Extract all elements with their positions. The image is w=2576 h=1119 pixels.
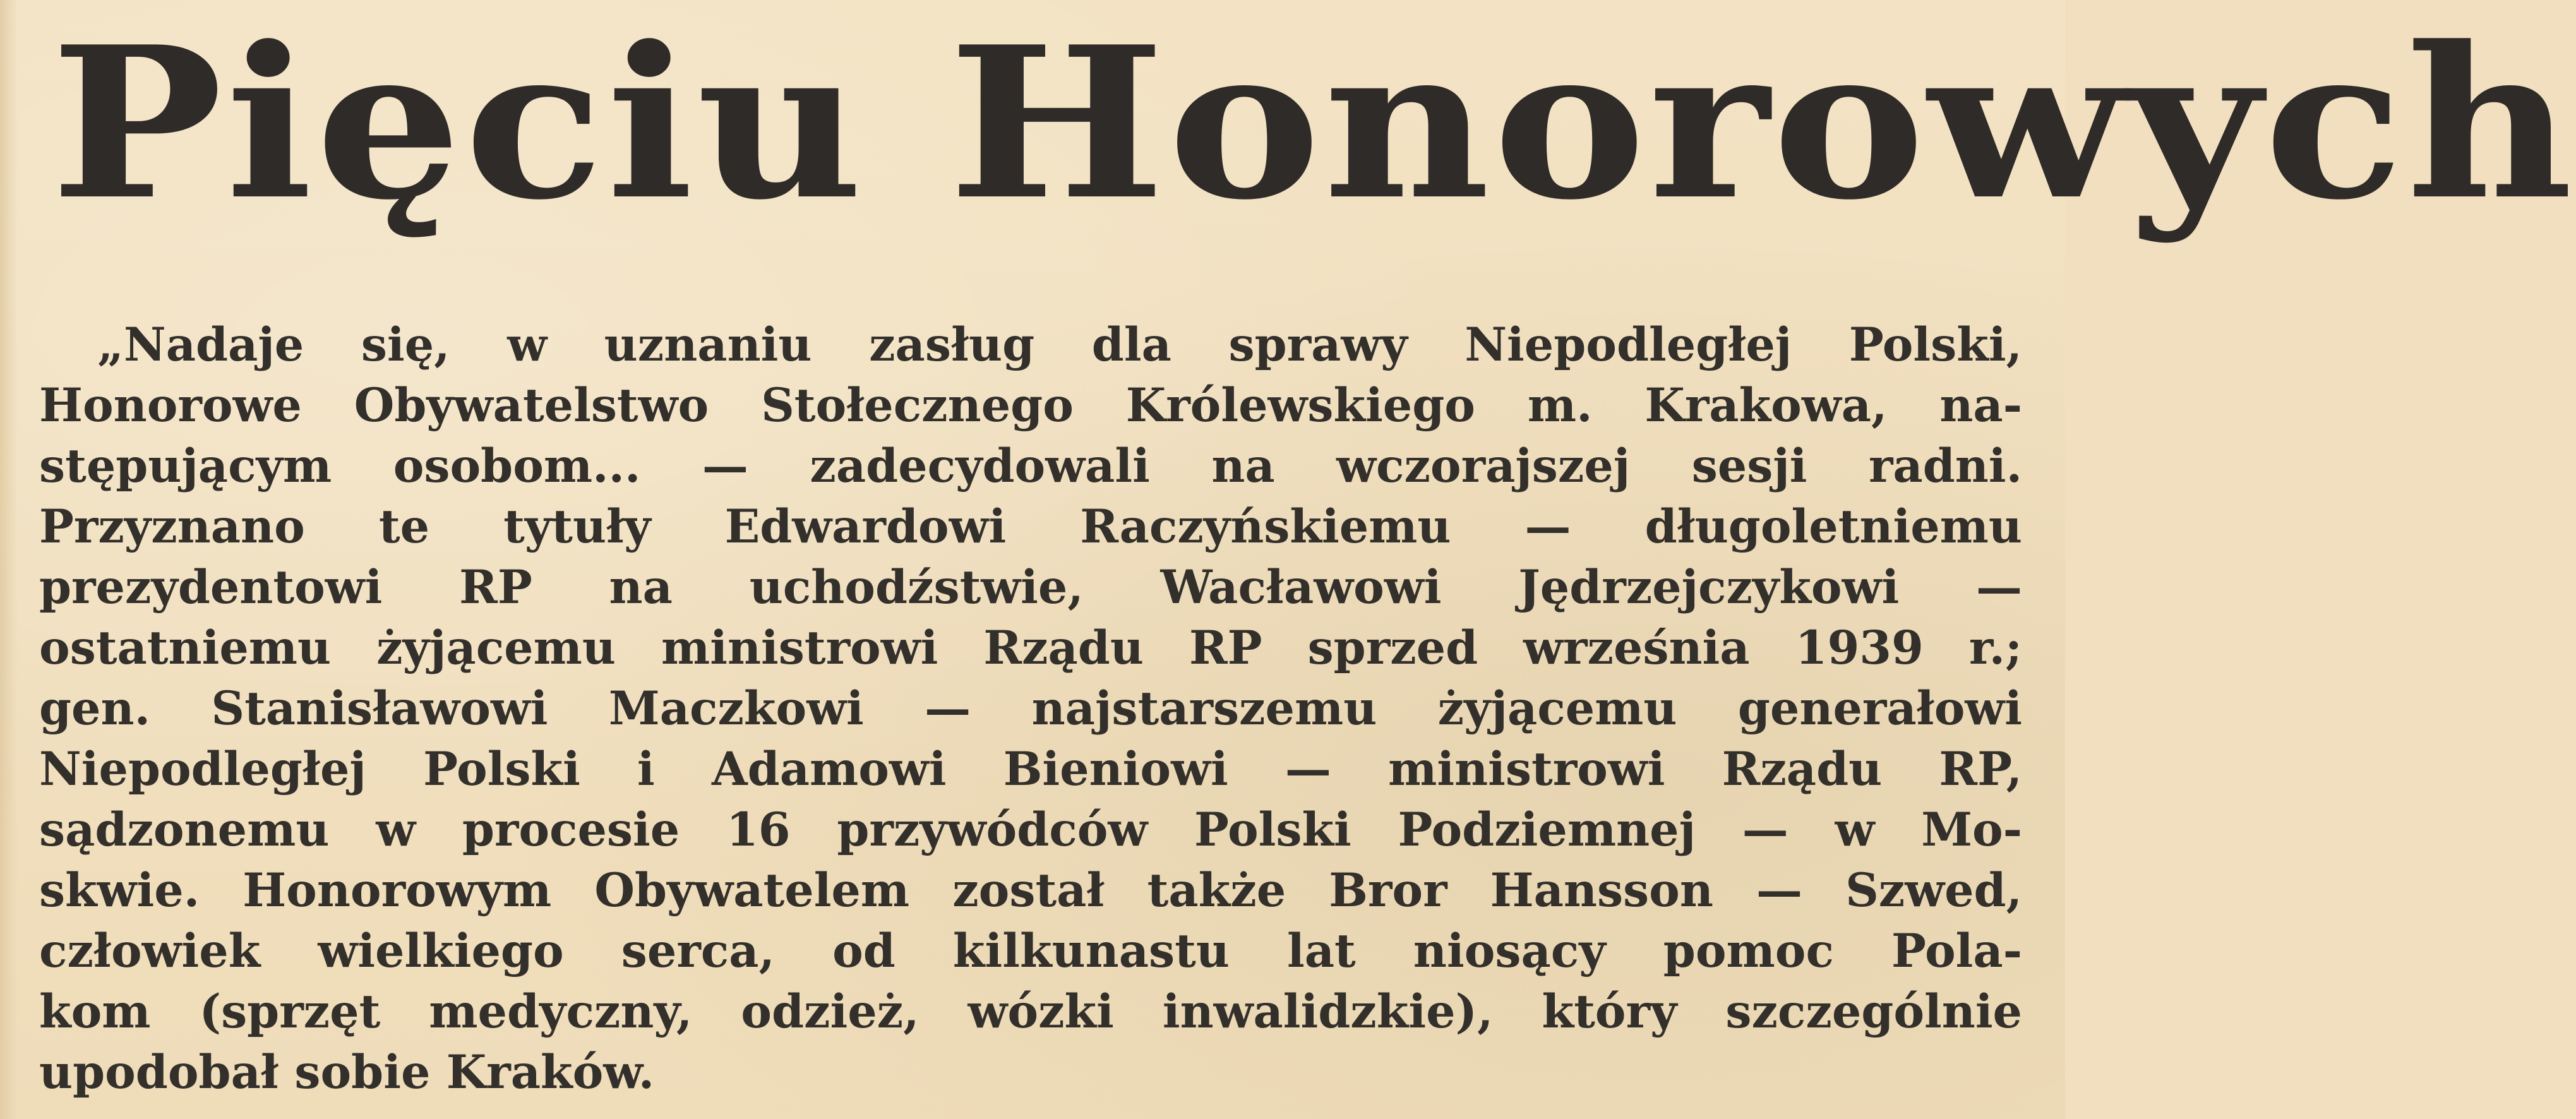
- article-line-13: upodobał sobie Kraków.: [39, 1045, 655, 1099]
- article-line-12: kom (sprzęt medyczny, odzież, wózki inwalidzkie), który szczególnie: [39, 984, 2022, 1039]
- article-line-8: Niepodległej Polski i Adamowi Bieniowi — ministrowi Rządu RP,: [39, 742, 2022, 796]
- article-body: [39, 314, 2022, 1103]
- paper-edge: [0, 0, 18, 1119]
- article-line-11: człowiek wielkiego serca, od kilkunastu lat niosący pomoc Pola-: [39, 924, 2022, 978]
- article-line-5: prezydentowi RP na uchodźstwie, Wacławowi Jędrzejczykowi —: [39, 560, 2022, 614]
- article-line-6: ostatniemu żyjącemu ministrowi Rządu RP sprzed września 1939 r.;: [39, 621, 2022, 675]
- article-line-7: gen. Stanisławowi Maczkowi — najstarszemu żyjącemu generałowi: [39, 681, 2022, 736]
- article-line-9: sądzonemu w procesie 16 przywódców Polski Podziemnej — w Mo-: [39, 803, 2022, 857]
- article-headline: Pięciu Honorowych: [51, 1, 2576, 246]
- article-line-4: Przyznano te tytuły Edwardowi Raczyńskiemu — długoletniemu: [39, 500, 2022, 554]
- article-line-2: Honorowe Obywatelstwo Stołecznego Królewskiego m. Krakowa, na-: [39, 378, 2022, 433]
- article-line-3: stępującym osobom... — zadecydowali na wczorajszej sesji radni.: [39, 439, 2022, 493]
- article-line-10: skwie. Honorowym Obywatelem został także Bror Hansson — Szwed,: [39, 863, 2022, 918]
- article-line-1: „Nadaje się, w uznaniu zasług dla sprawy Niepodległej Polski,: [97, 318, 2022, 372]
